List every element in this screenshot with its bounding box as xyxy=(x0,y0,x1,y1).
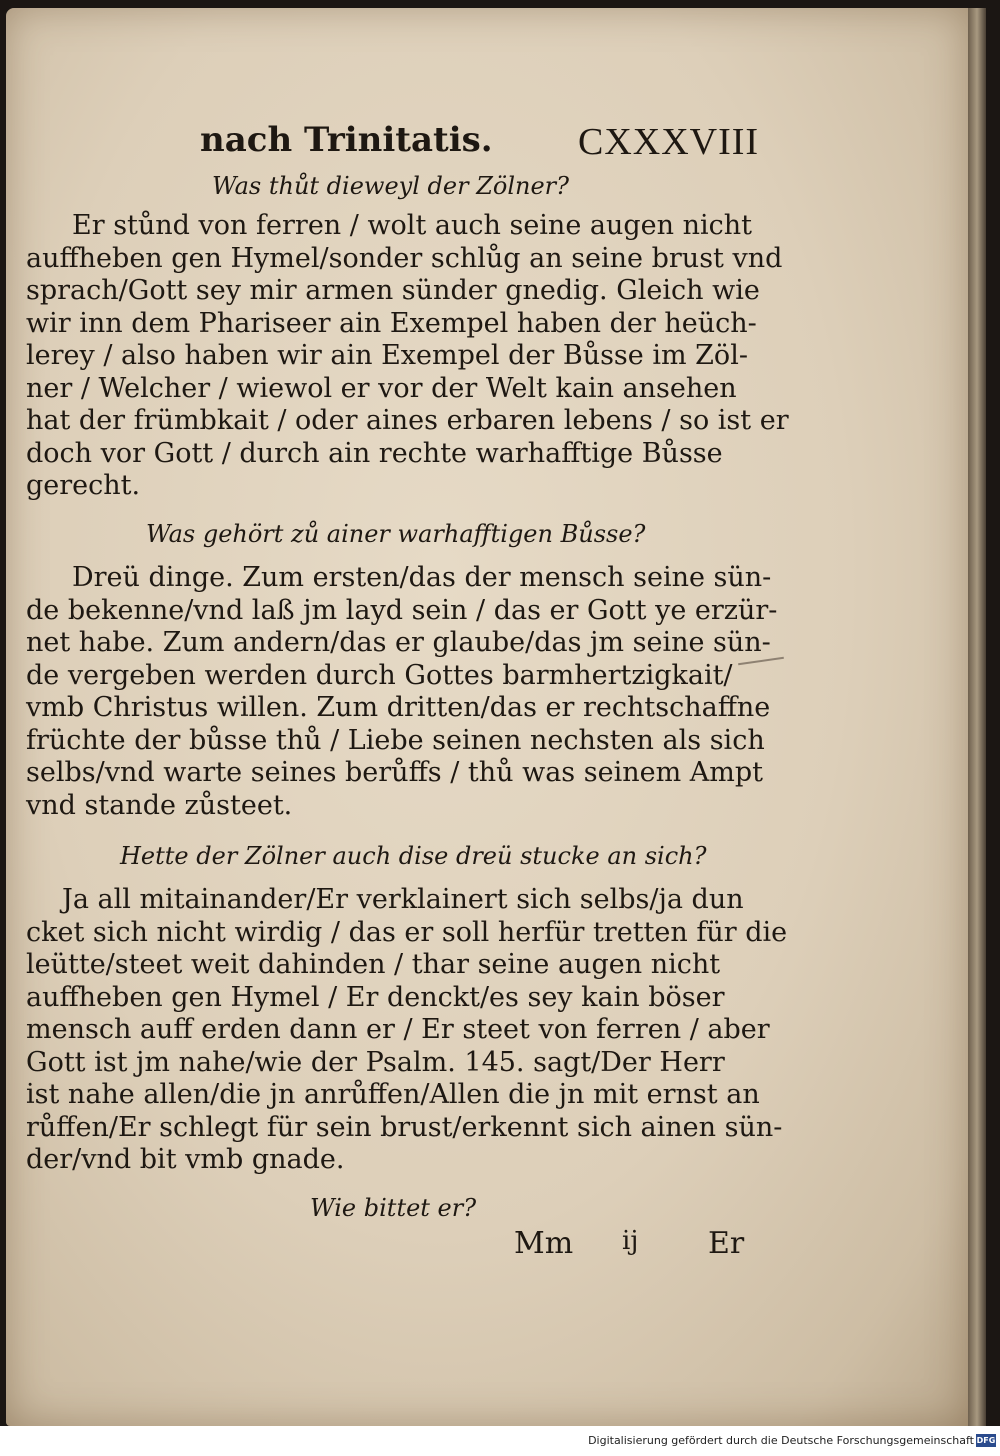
page-fore-edge xyxy=(968,8,986,1426)
text-line: hat der frümbkait / oder aines erbaren lebens / so ist er xyxy=(26,405,789,436)
paragraph xyxy=(26,562,777,822)
text-line: de vergeben werden durch Gottes barmhertzigkait/ xyxy=(26,659,733,691)
text-line: růffen/Er schlegt für sein brust/erkennt sich ainen sün- xyxy=(26,1111,783,1143)
text-line: leütte/steet weit dahinden / thar seine augen nicht xyxy=(26,949,721,980)
text-line: auffheben gen Hymel/sonder schlůg an seine brust vnd xyxy=(26,242,783,274)
text-line: früchte der bůsse thů / Liebe seinen nechsten als sich xyxy=(26,724,765,756)
footer-credit: Digitalisierung gefördert durch die Deutsche Forschungsgemeinschaft xyxy=(588,1434,974,1447)
footer-bar xyxy=(0,1426,1000,1456)
text-line: vmb Christus willen. Zum dritten/das er rechtschaffne xyxy=(26,692,771,723)
catchword: Er xyxy=(708,1226,745,1261)
text-line: ner / Welcher / wiewol er vor der Welt kain ansehen xyxy=(26,372,737,404)
text-line: net habe. Zum andern/das er glaube/das jm seine sün- xyxy=(26,627,771,658)
paragraph xyxy=(26,210,789,503)
text-line: mensch auff erden dann er / Er steet von ferren / aber xyxy=(26,1014,770,1045)
text-line: wir inn dem Phariseer ain Exempel haben der heüch- xyxy=(26,307,757,339)
text-line: Ja all mitainander/Er verklainert sich selbs/ja dun xyxy=(62,884,744,915)
text-line: cket sich nicht wirdig / das er soll herfür tretten für die xyxy=(26,916,788,948)
text-line: Dreü dinge. Zum ersten/das der mensch seine sün- xyxy=(72,562,772,593)
text-line: auffheben gen Hymel / Er denckt/es sey kain böser xyxy=(26,981,725,1013)
text-line: Gott ist jm nahe/wie der Psalm. 145. sagt/Der Herr xyxy=(26,1046,725,1078)
text-line: de bekenne/vnd laß jm layd sein / das er Gott ye erzür- xyxy=(26,594,778,626)
signature-number: ij xyxy=(622,1226,639,1256)
text-line: doch vor Gott / durch ain rechte warhafftige Bůsse xyxy=(26,437,723,469)
section-question: Was gehört zů ainer warhafftigen Bůsse? xyxy=(146,520,646,548)
folio-number: CXXXVIII xyxy=(578,121,760,163)
section-question: Was thůt dieweyl der Zölner? xyxy=(212,172,569,200)
paragraph xyxy=(26,884,787,1177)
section-question: Hette der Zölner auch dise dreü stucke an sich? xyxy=(120,842,707,870)
section-question: Wie bittet er? xyxy=(310,1194,477,1222)
running-head-title: nach Trinitatis. xyxy=(200,120,493,160)
text-line: selbs/vnd warte seines berůffs / thů was seinem Ampt xyxy=(26,757,763,788)
signature-mark: Mm xyxy=(514,1226,574,1261)
text-line: lerey / also haben wir ain Exempel der Bůsse im Zöl- xyxy=(26,340,748,371)
text-line: sprach/Gott sey mir armen sünder gnedig. Gleich wie xyxy=(26,275,760,306)
text-line: gerecht. xyxy=(26,470,141,501)
dfg-logo: DFG xyxy=(976,1436,996,1445)
text-line: vnd stande zůsteet. xyxy=(26,789,293,821)
text-line: ist nahe allen/die jn anrůffen/Allen die jn mit ernst an xyxy=(26,1079,760,1110)
text-line: der/vnd bit vmb gnade. xyxy=(26,1144,345,1175)
text-line: Er stůnd von ferren / wolt auch seine augen nicht xyxy=(72,210,752,241)
